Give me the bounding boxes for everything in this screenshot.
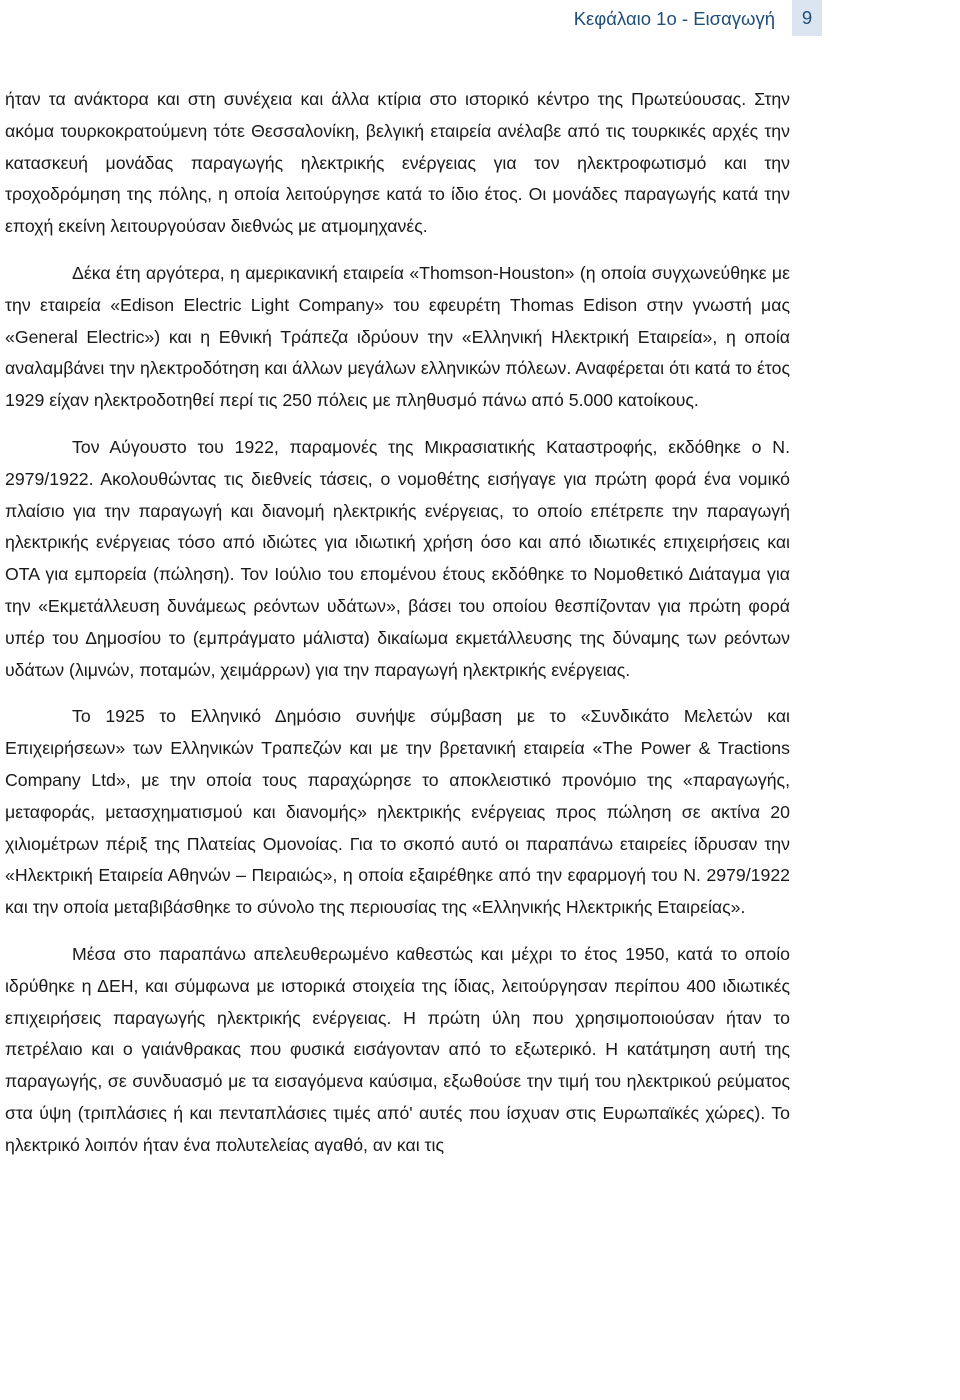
chapter-title: Κεφάλαιο 1ο - Εισαγωγή — [573, 8, 775, 29]
page-number: 9 — [792, 0, 822, 36]
paragraph-5: Μέσα στο παραπάνω απελευθερωμένο καθεστώς και μέχρι το έτος 1950, κατά το οποίο ιδρύθηκε η ΔΕΗ, και σύμφωνα με ιστορικά στοιχεία της ίδιας, λειτούργησαν περίπου 400 ιδιωτικές επιχειρήσεις παραγωγής ηλεκτρικής ενέργειας. Η πρώτη ύλη που χρησιμοποιούσαν ήταν το πετρέλαιο και ο γαιάνθρακας που φυσικά εισάγονταν από το εξωτερικό. Η κατάτμηση αυτή της παραγωγής, σε συνδυασμό με τα εισαγόμενα καύσιμα, εξωθούσε την τιμή του ηλεκτρικού ρεύματος στα ύψη (τριπλάσιες ή και πενταπλάσιες τιμές από' αυτές που ίσχυαν στις Ευρωπαϊκές χώρες). Το ηλεκτρικό λοιπόν ήταν ένα πολυτελείας αγαθό, αν και τις — [5, 943, 790, 1155]
paragraph-2: Δέκα έτη αργότερα, η αμερικανική εταιρεία «Thomson-Houston» (η οποία συγχωνεύθηκε με την εταιρεία «Edison Electric Light Company» του εφευρέτη Thomas Edison στην γνωστή μας «General Electric») και η Εθνική Τράπεζα ιδρύουν την «Ελληνική Ηλεκτρική Εταιρεία», η οποία αναλαμβάνει την ηλεκτροδότηση και άλλων μεγάλων ελληνικών πόλεων. Αναφέρεται ότι κατά το έτος 1929 είχαν ηλεκτροδοτηθεί περί τις 250 πόλεις με πληθυσμό πάνω από 5.000 κατοίκους. — [5, 262, 790, 411]
paragraph-4: Το 1925 το Ελληνικό Δημόσιο συνήψε σύμβαση με το «Συνδικάτο Μελετών και Επιχειρήσεων» των Ελληνικών Τραπεζών και με την βρετανική εταιρεία «The Power & Tractions Company Ltd», με την οποία τους παραχώρησε το αποκλειστικό προνόμιο της «παραγωγής, μεταφοράς, μετασχηματισμού και διανομής» ηλεκτρικής ενέργειας προς πώληση σε ακτίνα 20 χιλιομέτρων πέριξ της Πλατείας Ομονοίας. Για το σκοπό αυτό οι παραπάνω εταιρείες ίδρυσαν την «Ηλεκτρική Εταιρεία Αθηνών – Πειραιώς», η οποία εξαιρέθηκε από την εφαρμογή του Ν. 2979/1922 και την οποία μεταβιβάσθηκε το σύνολο της περιουσίας της «Ελληνικής Ηλεκτρικής Εταιρείας». — [5, 706, 790, 918]
page-header — [0, 0, 960, 40]
paragraph-1: ήταν τα ανάκτορα και στη συνέχεια και άλλα κτίρια στο ιστορικό κέντρο της Πρωτεύουσας. Στην ακόμα τουρκοκρατούμενη τότε Θεσσαλονίκη, βελγική εταιρεία ανέλαβε από τις τουρκικές αρχές την κατασκευή μονάδας παραγωγής ηλεκτρικής ενέργειας για τον ηλεκτροφωτισμό και την τροχοδρόμηση της πόλης, η οποία λειτούργησε κατά το ίδιο έτος. Οι μονάδες παραγωγής κατά την εποχή εκείνη λειτουργούσαν διεθνώς με ατμομηχανές. — [5, 89, 790, 237]
paragraph-3: Τον Αύγουστο του 1922, παραμονές της Μικρασιατικής Καταστροφής, εκδόθηκε ο Ν. 2979/1922. Ακολουθώντας τις διεθνείς τάσεις, ο νομοθέτης εισήγαγε για πρώτη φορά ένα νομικό πλαίσιο για την παραγωγή και διανομή ηλεκτρικής ενέργειας, το οποίο επέτρεπε την παραγωγή ηλεκτρικής ενέργειας τόσο από ιδιώτες για ιδιωτική χρήση όσο και από ιδιωτικές επιχειρήσεις και ΟΤΑ για εμπορεία (πώληση). Τον Ιούλιο του επομένου έτους εκδόθηκε το Νομοθετικό Διάταγμα για την «Εκμετάλλευση δυνάμεως ρεόντων υδάτων», βάσει του οποίου θεσπίζονταν για πρώτη φορά υπέρ του Δημοσίου το (εμπράγματο μάλιστα) δικαίωμα εκμετάλλευσης της δύναμης των ρεόντων υδάτων (λιμνών, ποταμών, χειμάρρων) για την παραγωγή ηλεκτρικής ενέργειας. — [5, 436, 790, 680]
body-text — [5, 84, 790, 1177]
